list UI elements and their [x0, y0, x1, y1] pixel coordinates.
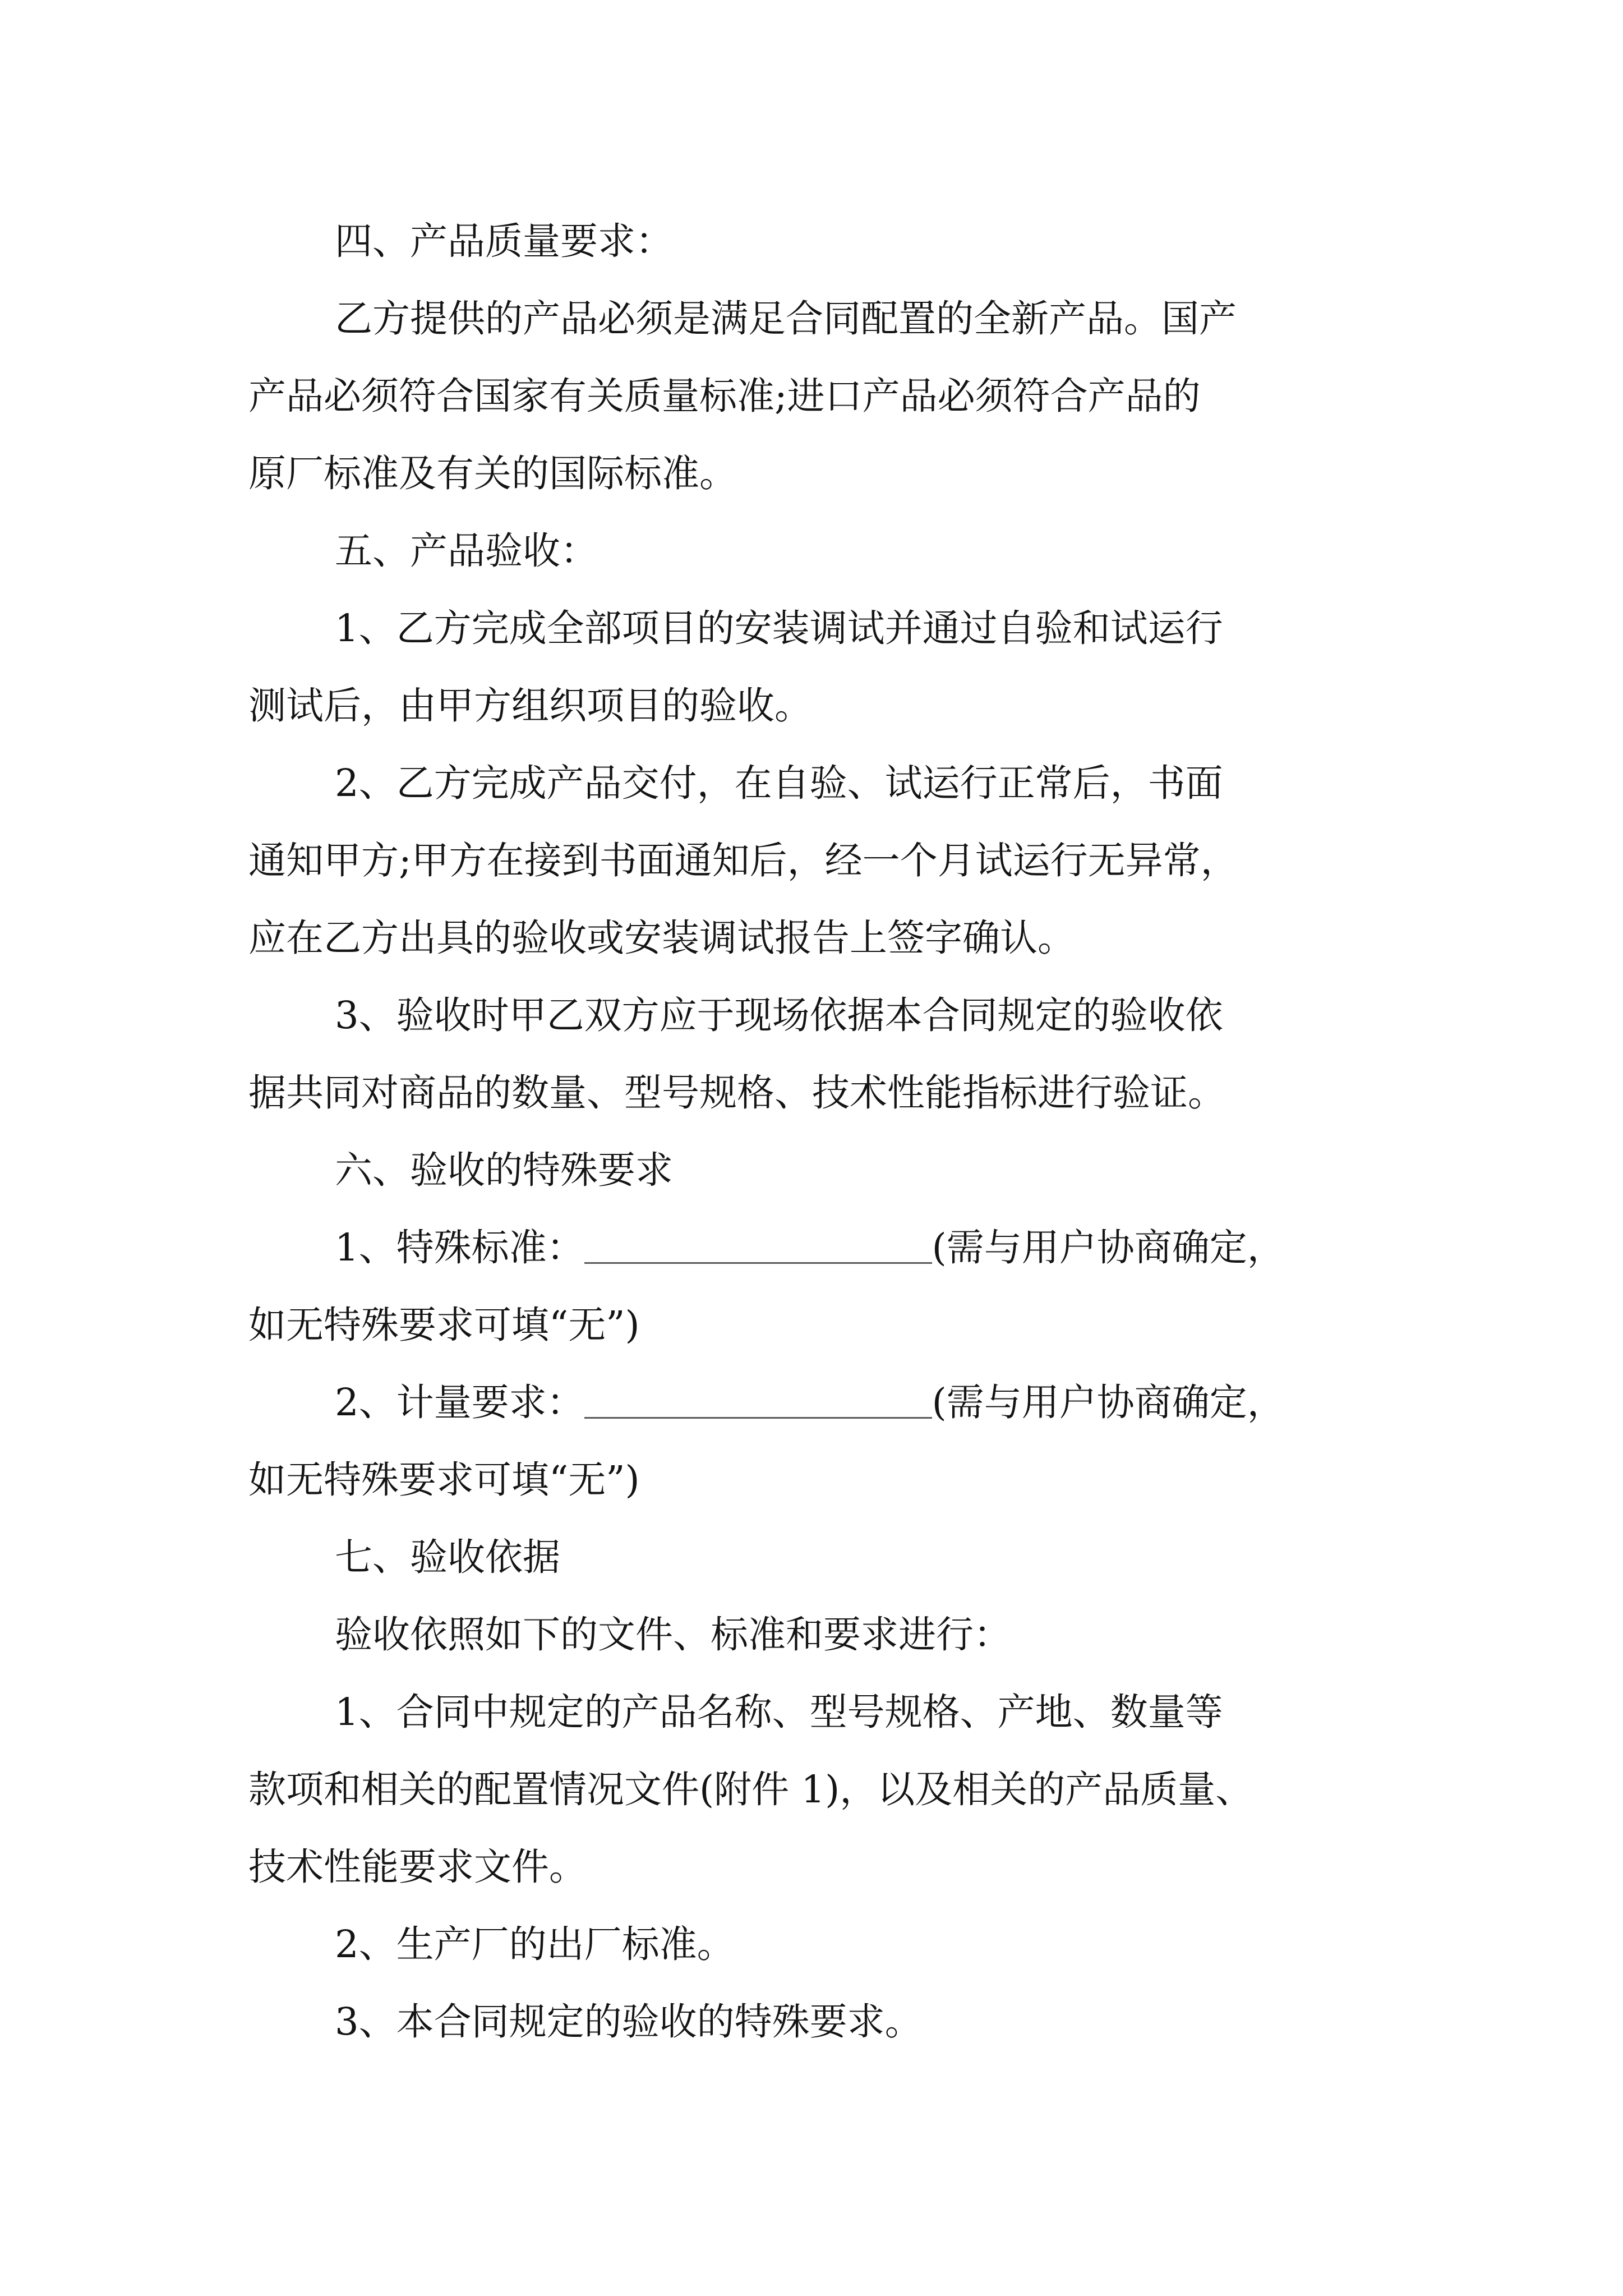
field-note-continuation: 如无特殊要求可填“无”)	[248, 1303, 640, 1347]
list-item-line: 测试后，由甲方组织项目的验收。	[248, 684, 812, 728]
field-note: (需与用户协商确定，	[932, 1381, 1285, 1424]
list-item-line: 1、合同中规定的产品名称、型号规格、产地、数量等	[335, 1690, 1223, 1734]
section-5-heading: 五、产品验收：	[335, 529, 598, 573]
list-item-line: 1、乙方完成全部项目的安装调试并通过自验和试运行	[335, 606, 1223, 650]
field-note: (需与用户协商确定，	[932, 1226, 1285, 1269]
list-item-line: 据共同对商品的数量、型号规格、技术性能指标进行验证。	[248, 1071, 1225, 1115]
measurement-requirement-blank[interactable]	[584, 1383, 932, 1419]
field-label: 2、计量要求：	[335, 1381, 584, 1424]
field-note-continuation: 如无特殊要求可填“无”)	[248, 1458, 640, 1502]
list-item-line: 3、验收时甲乙双方应于现场依据本合同规定的验收依	[335, 993, 1223, 1037]
field-special-standard	[335, 1225, 1285, 1270]
section-7-intro: 验收依照如下的文件、标准和要求进行：	[335, 1613, 1011, 1657]
paragraph-line: 乙方提供的产品必须是满足合同配置的全新产品。国产	[335, 297, 1237, 341]
paragraph-line: 产品必须符合国家有关质量标准;进口产品必须符合产品的	[248, 374, 1201, 418]
list-item-line: 通知甲方;甲方在接到书面通知后，经一个月试运行无异常，	[248, 839, 1238, 882]
list-item-line: 2、生产厂的出厂标准。	[335, 1922, 735, 1966]
field-label: 1、特殊标准：	[335, 1226, 584, 1269]
list-item-line: 应在乙方出具的验收或安装调试报告上签字确认。	[248, 916, 1075, 960]
list-item-line: 技术性能要求文件。	[248, 1845, 587, 1889]
section-6-heading: 六、验收的特殊要求	[335, 1148, 673, 1192]
list-item-line: 2、乙方完成产品交付，在自验、试运行正常后，书面	[335, 761, 1223, 805]
section-4-heading: 四、产品质量要求：	[335, 219, 673, 263]
paragraph-line: 原厂标准及有关的国际标准。	[248, 452, 737, 495]
list-item-line: 3、本合同规定的验收的特殊要求。	[335, 2000, 923, 2044]
list-item-line: 款项和相关的配置情况文件(附件 1)，以及相关的产品质量、	[248, 1768, 1253, 1811]
special-standard-blank[interactable]	[584, 1228, 932, 1264]
section-7-heading: 七、验收依据	[335, 1535, 560, 1579]
field-measurement-requirement	[335, 1380, 1285, 1425]
